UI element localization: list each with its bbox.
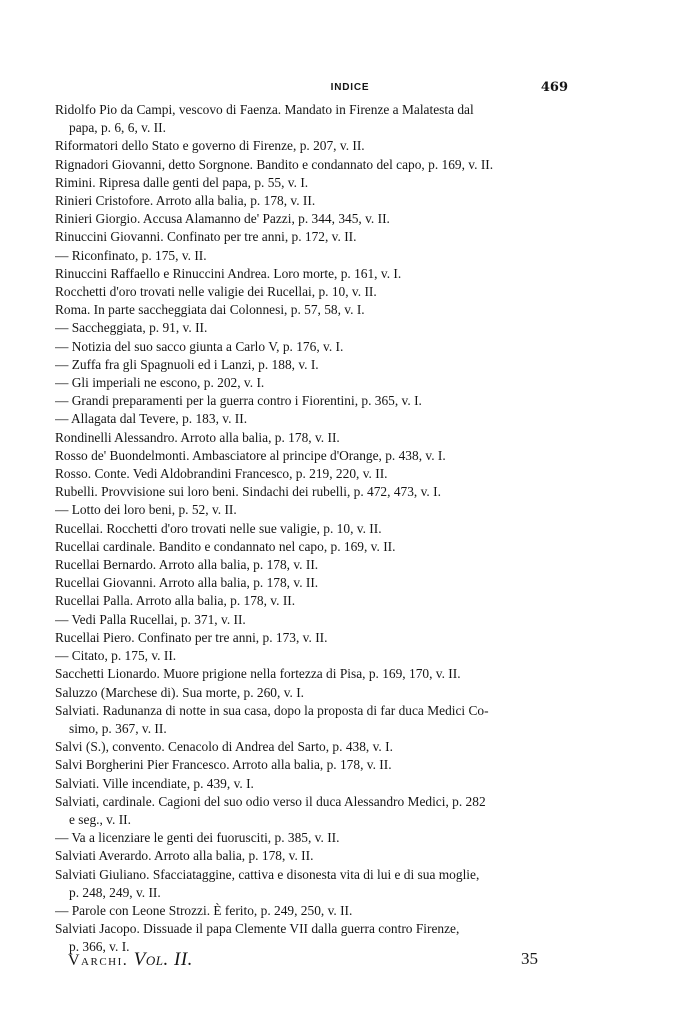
index-entry: Rignadori Giovanni, detto Sorgnone. Bandito e condannato del capo, p. 169, v. II. (55, 156, 494, 172)
page-header (0, 80, 700, 98)
index-entry: — Lotto dei loro beni, p. 52, v. II. (55, 502, 237, 518)
index-entry: Rucellai Bernardo. Arroto alla balia, p. 178, v. II. (55, 557, 319, 573)
index-entry-continuation: papa, p. 6, 6, v. II. (69, 120, 166, 136)
index-entry: Roma. In parte saccheggiata dai Colonnesi, p. 57, 58, v. I. (55, 302, 365, 318)
index-entry: Rucellai Piero. Confinato per tre anni, p. 173, v. II. (55, 629, 328, 645)
index-entry: — Parole con Leone Strozzi. È ferito, p. 249, 250, v. II. (55, 902, 353, 918)
index-entries (55, 101, 575, 957)
index-entry: — Notizia del suo sacco giunta a Carlo V, p. 176, v. I. (55, 338, 344, 354)
index-entry: Rucellai cardinale. Bandito e condannato nel capo, p. 169, v. II. (55, 538, 396, 554)
index-entry: Rinuccini Raffaello e Rinuccini Andrea. Loro morte, p. 161, v. I. (55, 265, 402, 281)
index-entry: Rimini. Ripresa dalle genti del papa, p. 55, v. I. (55, 174, 309, 190)
index-entry: — Saccheggiata, p. 91, v. II. (55, 320, 208, 336)
index-entry: Rinuccini Giovanni. Confinato per tre anni, p. 172, v. II. (55, 229, 357, 245)
index-entry: Rinieri Giorgio. Accusa Alamanno de' Pazzi, p. 344, 345, v. II. (55, 211, 390, 227)
index-entry: — Vedi Palla Rucellai, p. 371, v. II. (55, 611, 246, 627)
index-entry: — Grandi preparamenti per la guerra contro i Fiorentini, p. 365, v. I. (55, 393, 422, 409)
index-entry: Salvi Borgherini Pier Francesco. Arroto alla balia, p. 178, v. II. (55, 757, 392, 773)
index-entry: Salviati Jacopo. Dissuade il papa Clemente VII dalla guerra contro Firenze, (55, 921, 460, 937)
index-entry: Saluzzo (Marchese di). Sua morte, p. 260, v. I. (55, 684, 305, 700)
index-entry: Rinieri Cristofore. Arroto alla balia, p. 178, v. II. (55, 193, 316, 209)
index-entry: — Gli imperiali ne escono, p. 202, v. I. (55, 375, 265, 391)
index-entry: Ridolfo Pio da Campi, vescovo di Faenza. Mandato in Firenze a Malatesta dal (55, 102, 474, 117)
index-entry-continuation: p. 366, v. I. (69, 939, 130, 955)
index-entry: Salviati, cardinale. Cagioni del suo odio verso il duca Alessandro Medici, p. 282 (55, 793, 486, 809)
index-entry: Salviati Averardo. Arroto alla balia, p. 178, v. II. (55, 848, 314, 864)
index-entry: Rucellai. Rocchetti d'oro trovati nelle sue valigie, p. 10, v. II. (55, 520, 382, 536)
index-entry: — Zuffa fra gli Spagnuoli ed i Lanzi, p. 188, v. I. (55, 356, 319, 372)
index-entry-continuation: simo, p. 367, v. II. (69, 720, 167, 736)
index-entry: Salviati Giuliano. Sfacciataggine, cattiva e disonesta vita di lui e di sua moglie, (55, 866, 480, 882)
index-entry: Riformatori dello Stato e governo di Firenze, p. 207, v. II. (55, 138, 365, 154)
index-entry: Salviati. Ville incendiate, p. 439, v. I. (55, 775, 254, 791)
index-entry: — Citato, p. 175, v. II. (55, 648, 177, 664)
index-entry-continuation: e seg., v. II. (69, 811, 131, 827)
index-entry: Rubelli. Provvisione sui loro beni. Sindachi dei rubelli, p. 472, 473, v. I. (55, 484, 441, 500)
index-entry: — Riconfinato, p. 175, v. II. (55, 247, 207, 263)
index-entry: Salvi (S.), convento. Cenacolo di Andrea del Sarto, p. 438, v. I. (55, 739, 393, 755)
index-entry: Rondinelli Alessandro. Arroto alla balia, p. 178, v. II. (55, 429, 340, 445)
footer-book-title (68, 949, 193, 971)
index-entry: Rocchetti d'oro trovati nelle valigie dei Rucellai, p. 10, v. II. (55, 284, 377, 300)
page-number: 469 (540, 80, 568, 95)
footer-author: Varchi. (68, 952, 129, 969)
footer-signature: 35 (521, 949, 538, 968)
index-entry: Rosso de' Buondelmonti. Ambasciatore al principe d'Orange, p. 438, v. I. (55, 447, 446, 463)
index-entry: — Allagata dal Tevere, p. 183, v. II. (55, 411, 248, 427)
index-entry: Sacchetti Lionardo. Muore prigione nella fortezza di Pisa, p. 169, 170, v. II. (55, 666, 461, 682)
index-entry: — Va a licenziare le genti dei fuorusciti, p. 385, v. II. (55, 830, 340, 846)
index-entry-continuation: p. 248, 249, v. II. (69, 884, 161, 900)
page-footer (68, 949, 538, 973)
running-title: INDICE (330, 82, 370, 93)
index-entry: Salviati. Radunanza di notte in sua casa, dopo la proposta di far duca Medici Co- (55, 702, 489, 718)
index-entry: Rosso. Conte. Vedi Aldobrandini Francesco, p. 219, 220, v. II. (55, 466, 388, 482)
index-entry: Rucellai Giovanni. Arroto alla balia, p. 178, v. II. (55, 575, 319, 591)
footer-volume: Vol. II. (133, 949, 193, 970)
index-entry: Rucellai Palla. Arroto alla balia, p. 178, v. II. (55, 593, 296, 609)
